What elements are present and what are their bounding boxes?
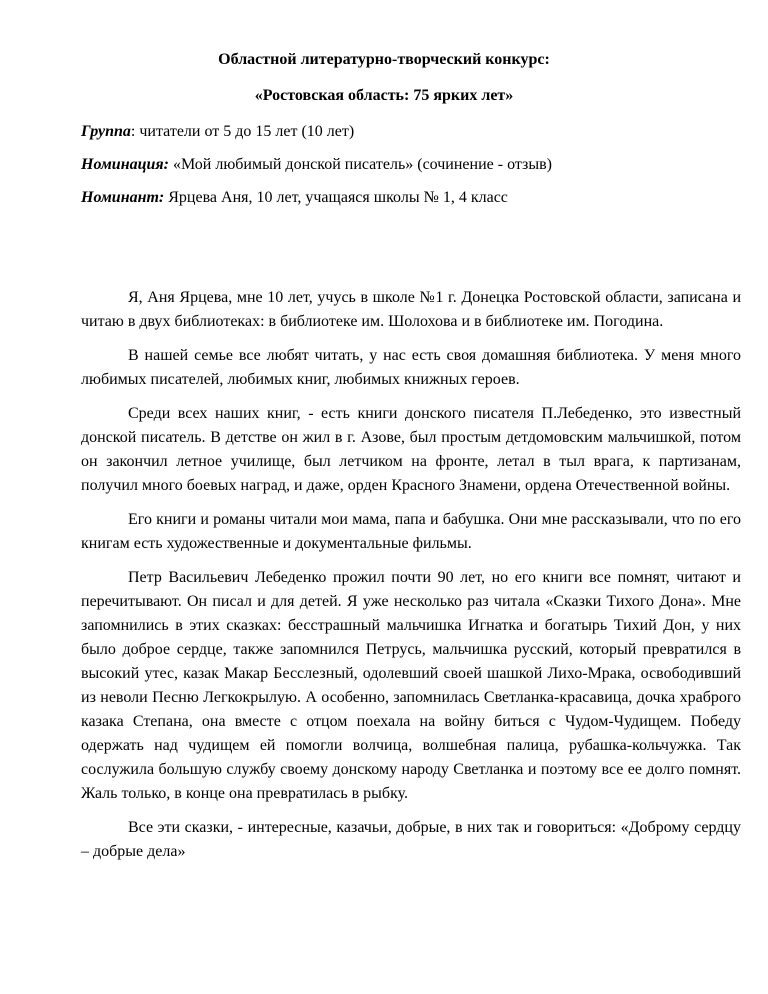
nominee-label: Номинант: (81, 189, 165, 206)
paragraph: Я, Аня Ярцева, мне 10 лет, учусь в школе №1 г. Донецка Ростовской области, записана и читаю в двух библиотеках: в библиотеке им. Шолохова и в библиотеке им. Погодина. (81, 289, 741, 330)
paragraph: Все эти сказки, - интересные, казачьи, добрые, в них так и говориться: «Доброму сердцу – добрые дела» (81, 819, 741, 860)
nomination-line (81, 155, 552, 175)
essay-body (81, 286, 741, 874)
contest-heading: Областной литературно-творческий конкурс: (218, 51, 550, 68)
paragraph: Петр Васильевич Лебеденко прожил почти 90 лет, но его книги все помнят, читают и перечитывают. Он писал и для детей. Я уже несколько раз читала «Сказки Тихого Дона». Мне запомнились в этих сказках: бесстрашный мальчишка Игнатка и богатырь Тихий Дон, у них было доброе сердце, также запомнился Петрусь, мальчишка русский, который превратился в высокий утес, казак Макар Бесслезный, одолевший своей шашкой Лихо-Мрака, освободивший из неволи Песню Легкокрылую. А особенно, запомнилась Светланка-красавица, дочка храброго казака Степана, она вместе с отцом поехала на войну биться с Чудом-Чудищем. Победу одержать над чудищем ей помогли волчица, волшебная палица, рубашка-кольчужка. Так сослужила большую службу своему донскому народу Светланка и поэтому все ее долго помнят. Жаль только, в конце она превратилась в рыбку. (81, 569, 741, 802)
group-value: : читатели от 5 до 15 лет (10 лет) (130, 123, 355, 140)
group-line (81, 122, 354, 142)
nominee-line (81, 188, 508, 208)
nominee-value: Ярцева Аня, 10 лет, учащаяся школы № 1, 4 класс (164, 189, 508, 206)
group-label: Группа (81, 123, 131, 140)
paragraph: Среди всех наших книг, - есть книги донского писателя П.Лебеденко, это известный донской писатель. В детстве он жил в г. Азове, был простым детдомовским мальчишкой, потом он закончил летное училище, был летчиком на фронте, летал в тыл врага, к партизанам, получил много боевых наград, и даже, орден Красного Знамени, ордена Отечественной войны. (81, 405, 741, 494)
paragraph: Его книги и романы читали мои мама, папа и бабушка. Они мне рассказывали, что по его книгам есть художественные и документальные фильмы. (81, 511, 741, 552)
nomination-label: Номинация: (81, 156, 169, 173)
nomination-value: «Мой любимый донской писатель» (сочинение - отзыв) (168, 156, 553, 173)
paragraph: В нашей семье все любят читать, у нас есть своя домашняя библиотека. У меня много любимых писателей, любимых книг, любимых книжных героев. (81, 347, 741, 388)
contest-title: «Ростовская область: 75 ярких лет» (254, 87, 514, 104)
